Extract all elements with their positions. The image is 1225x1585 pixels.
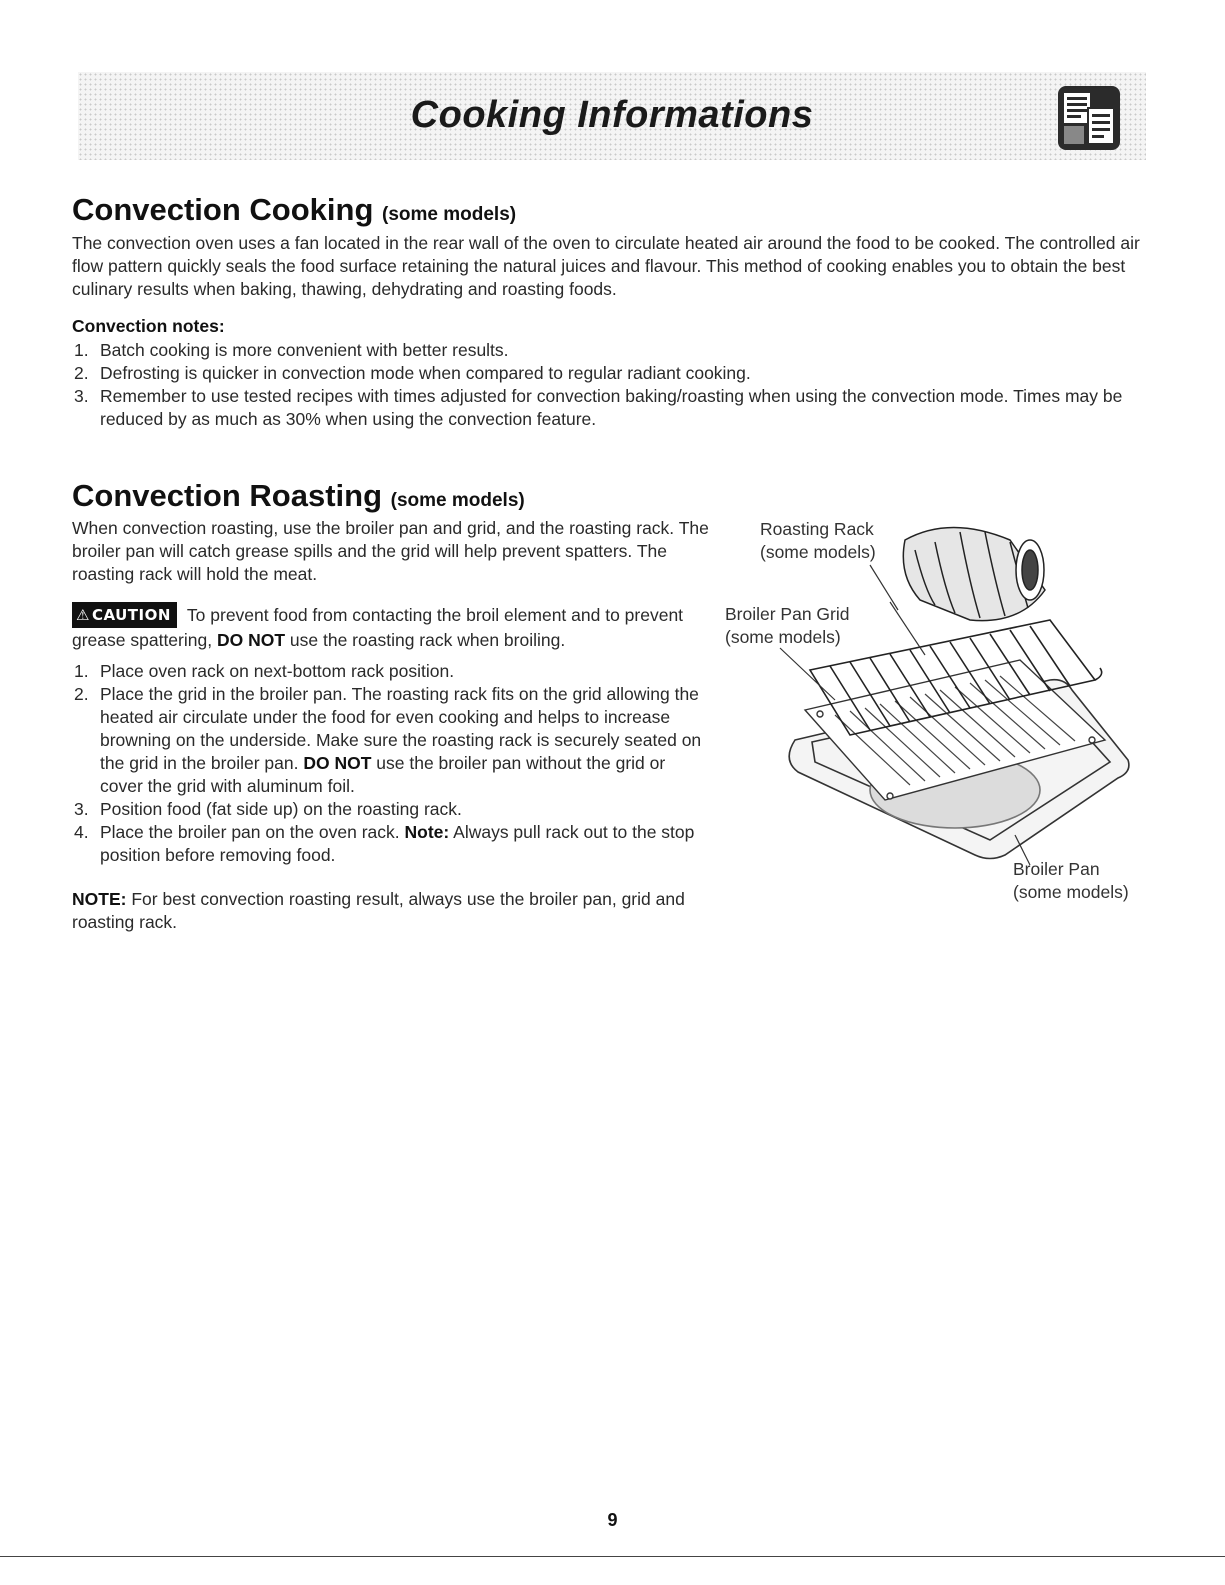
label-line: Broiler Pan Grid [725,604,850,624]
caution-emphasis: DO NOT [216,630,286,650]
convection-cooking-heading [72,192,516,228]
caution-badge [72,602,177,628]
list-text: Place the grid in the broiler pan. The roasting rack fits on the grid allowing the heated air circulate under the food for even cooking and helps to increase browning on the underside. Make sure the roasting rack is securely seated on the grid in the broiler pan. [100,684,702,773]
list-item [72,683,712,798]
note-label: NOTE: [72,889,127,909]
list-number: 3. [74,799,89,819]
broiler-pan-grid-label [725,603,850,649]
roasting-rack-drawing [903,528,1045,621]
label-line: Broiler Pan [1013,859,1100,879]
document-pages-icon [1058,86,1120,150]
caution-notice [72,602,712,652]
broiler-pan-illustration [720,510,1150,900]
list-number: 2. [74,684,89,704]
list-text: Batch cooking is more convenient with better results. [100,340,509,360]
section-subtitle: (some models) [382,204,517,225]
list-item [72,798,712,821]
label-line: (some models) [1013,882,1129,902]
list-item [72,362,1147,385]
list-text-end: use the broiler pan without the grid or cover the grid with aluminum foil. [100,753,666,796]
list-number: 1. [74,661,89,681]
broiler-pan-label [1013,858,1129,904]
page-number: 9 [607,1510,618,1530]
list-number: 3. [74,386,89,406]
list-emphasis: Note: [404,822,450,842]
label-line: (some models) [725,627,841,647]
caution-label: CAUTION [91,606,171,624]
convection-roasting-heading [72,478,525,514]
label-line: Roasting Rack [760,519,874,539]
list-item [72,660,712,683]
convection-roasting-intro: When convection roasting, use the broiler pan and grid, and the roasting rack. The broiler pan will catch grease spills and the grid will help prevent spatters. The roasting rack will hold the meat. [72,518,709,584]
page-title: Cooking Informations [410,94,814,136]
section-title: Convection Cooking [72,192,374,227]
bottom-divider [0,1556,1225,1557]
roasting-rack-label [760,518,876,564]
header-banner [78,72,1146,160]
warning-triangle-icon: ⚠ [76,606,90,624]
list-text: Remember to use tested recipes with times adjusted for convection baking/roasting when using the convection mode. Times may be reduced by as much as 30% when using the convection feature. [100,386,1123,429]
list-item [72,385,1147,431]
list-number: 2. [74,363,89,383]
list-text: Place the broiler pan on the oven rack. [100,822,400,842]
list-text: Place oven rack on next-bottom rack position. [100,661,455,681]
section-title: Convection Roasting [72,478,383,513]
section-subtitle: (some models) [390,490,525,511]
list-item [72,339,1147,362]
list-text-end: Always pull rack out to the stop position before removing food. [100,822,695,865]
list-emphasis: DO NOT [303,753,372,773]
caution-text-end: use the roasting rack when broiling. [289,630,566,650]
list-text: Position food (fat side up) on the roasting rack. [100,799,462,819]
convection-cooking-intro: The convection oven uses a fan located in the rear wall of the oven to circulate heated air around the food to be cooked. The controlled air flow pattern quickly seals the food surface retaining the natural juices and flavour. This method of cooking enables you to obtain the best culinary results when baking, thawing, dehydrating and roasting foods. [72,233,1140,299]
convection-notes-list [72,339,1147,431]
note-text: For best convection roasting result, always use the broiler pan, grid and roasting rack. [72,889,685,932]
list-number: 1. [74,340,89,360]
convection-notes-heading: Convection notes: [72,316,225,336]
list-number: 4. [74,822,89,842]
roasting-final-note [72,888,712,934]
label-line: (some models) [760,542,876,562]
caution-text: To prevent food from contacting the broil element and to prevent grease spattering, [72,605,684,650]
list-item [72,821,712,867]
roasting-steps-list [72,660,712,867]
list-text: Defrosting is quicker in convection mode when compared to regular radiant cooking. [100,363,751,383]
